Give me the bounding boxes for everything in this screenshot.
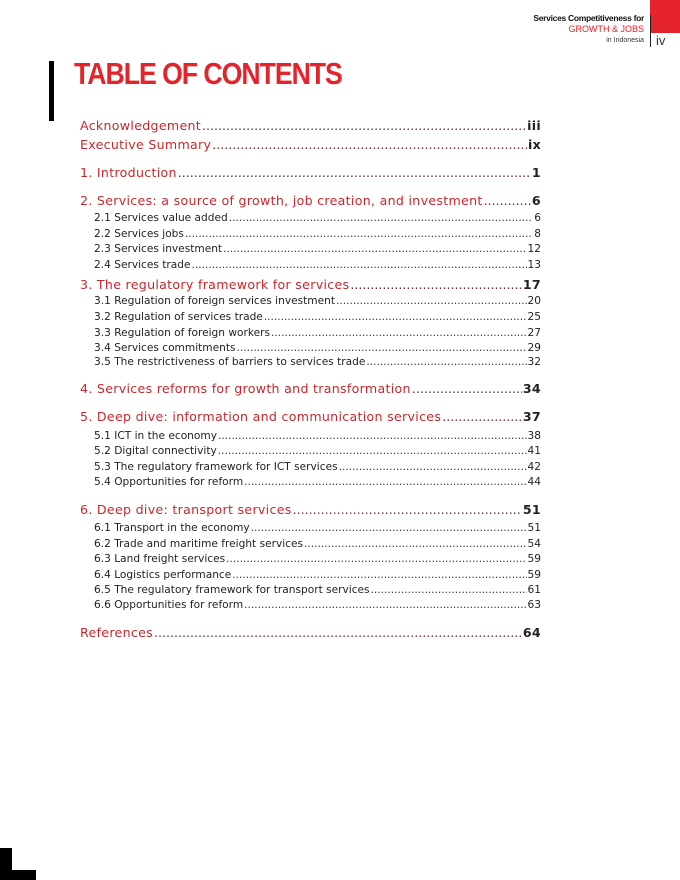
toc-entry[interactable]: [94, 553, 541, 568]
dot-leader: [178, 165, 531, 180]
toc-entry[interactable]: [94, 430, 541, 445]
dot-leader: [223, 243, 526, 255]
toc-entry-page: 17: [522, 277, 541, 292]
toc-entry-label: 3.1 Regulation of foreign services investment: [94, 295, 335, 307]
toc-entry-page: 6: [531, 193, 541, 208]
dot-leader: [229, 212, 534, 224]
dot-leader: [218, 430, 527, 442]
toc-entry[interactable]: [94, 311, 541, 326]
dot-leader: [412, 381, 522, 396]
dot-leader: [212, 137, 527, 152]
dot-leader: [293, 502, 522, 517]
header-line-3: in Indonesia: [606, 36, 644, 44]
toc-entry[interactable]: [94, 228, 541, 243]
toc-entry-page: 34: [522, 381, 541, 396]
toc-entry-page: 8: [534, 228, 541, 240]
toc-entry-page: 44: [527, 476, 541, 488]
toc-entry[interactable]: [80, 502, 541, 520]
toc-entry-label: 2.1 Services value added: [94, 212, 228, 224]
toc-entry-label: 2.4 Services trade: [94, 259, 191, 271]
toc-entry-label: 5.4 Opportunities for reform: [94, 476, 244, 488]
toc-entry[interactable]: [94, 259, 541, 274]
toc-entry-page: 27: [527, 327, 541, 339]
toc-entry-label: 6.6 Opportunities for reform: [94, 599, 244, 611]
toc-entry-label: 3. The regulatory framework for services: [80, 277, 350, 292]
toc-entry-page: 54: [527, 538, 541, 550]
toc-entry-page: 51: [527, 522, 541, 534]
toc-entry-label: 3.4 Services commitments: [94, 342, 236, 354]
toc-entry[interactable]: [94, 212, 541, 227]
toc-entry-label: 2.2 Services jobs: [94, 228, 184, 240]
dot-leader: [271, 327, 527, 339]
toc-entry-page: 59: [527, 569, 541, 581]
toc-entry-page: 42: [527, 461, 541, 473]
toc-entry-page: 63: [527, 599, 541, 611]
toc-entry-label: 3.2 Regulation of services trade: [94, 311, 263, 323]
toc-entry[interactable]: [80, 137, 541, 155]
dot-leader: [442, 409, 522, 424]
toc-entry[interactable]: [80, 193, 541, 211]
toc-entry[interactable]: [94, 569, 541, 584]
toc-entry-page: 51: [522, 502, 541, 517]
dot-leader: [192, 259, 527, 271]
dot-leader: [371, 584, 527, 596]
toc-entry[interactable]: [94, 461, 541, 476]
running-header: [533, 14, 644, 44]
toc-entry-label: 3.3 Regulation of foreign workers: [94, 327, 270, 339]
toc-entry-page: 13: [527, 259, 541, 271]
dot-leader: [304, 538, 526, 550]
toc-entry-label: 5. Deep dive: information and communication services: [80, 409, 442, 424]
toc-entry[interactable]: [94, 356, 541, 371]
toc-entry-page: 1: [531, 165, 541, 180]
toc-entry[interactable]: [94, 342, 541, 357]
toc-entry-page: 32: [527, 356, 541, 368]
toc-entry-label: 4. Services reforms for growth and transformation: [80, 381, 411, 396]
toc-entry-label: Acknowledgement: [80, 118, 202, 133]
toc-entry[interactable]: [80, 409, 541, 427]
toc-entry[interactable]: [94, 327, 541, 342]
toc-entry[interactable]: [94, 476, 541, 491]
dot-leader: [350, 277, 521, 292]
dot-leader: [202, 118, 526, 133]
header-line-1: Services Competitiveness for: [533, 13, 644, 23]
header-line-2: GROWTH & JOBS: [568, 23, 644, 34]
toc-entry-label: 3.5 The restrictiveness of barriers to services trade: [94, 356, 366, 368]
dot-leader: [264, 311, 527, 323]
dot-leader: [251, 522, 527, 534]
toc-entry[interactable]: [94, 445, 541, 460]
dot-leader: [218, 445, 527, 457]
toc-entry-page: 29: [527, 342, 541, 354]
toc-entry-page: 25: [527, 311, 541, 323]
toc-entry[interactable]: [80, 277, 541, 295]
toc-entry-page: 12: [527, 243, 541, 255]
toc-entry-label: 6.4 Logistics performance: [94, 569, 232, 581]
toc-entry-page: 6: [534, 212, 541, 224]
dot-leader: [154, 625, 522, 640]
corner-mark: [0, 870, 36, 880]
dot-leader: [244, 476, 526, 488]
toc-entry-label: 6.3 Land freight services: [94, 553, 226, 565]
title-accent-bar: [49, 61, 54, 121]
toc-entry[interactable]: [94, 295, 541, 310]
toc-entry-page: 20: [527, 295, 541, 307]
toc-entry-label: 1. Introduction: [80, 165, 177, 180]
toc-entry-label: References: [80, 625, 153, 640]
toc-entry-label: 2.3 Services investment: [94, 243, 223, 255]
toc-entry-label: 5.3 The regulatory framework for ICT services: [94, 461, 338, 473]
dot-leader: [237, 342, 527, 354]
dot-leader: [226, 553, 526, 565]
page-title: TABLE OF CONTENTS: [74, 56, 342, 91]
toc-entry-page: 41: [527, 445, 541, 457]
toc-entry-page: iii: [527, 118, 541, 133]
toc-entry-page: 61: [527, 584, 541, 596]
toc-entry-label: 6.2 Trade and maritime freight services: [94, 538, 304, 550]
toc-entry-label: 5.2 Digital connectivity: [94, 445, 217, 457]
dot-leader: [366, 356, 526, 368]
toc-entry-label: 2. Services: a source of growth, job creation, and investment: [80, 193, 483, 208]
toc-entry-page: 38: [527, 430, 541, 442]
dot-leader: [336, 295, 527, 307]
toc-entry-page: 59: [527, 553, 541, 565]
toc-entry-label: 6.1 Transport in the economy: [94, 522, 250, 534]
toc-entry-page: 37: [522, 409, 541, 424]
toc-entry[interactable]: [80, 165, 541, 183]
toc-entry-page: ix: [527, 137, 541, 152]
toc-entry[interactable]: [94, 538, 541, 553]
dot-leader: [185, 228, 533, 240]
toc-entry-label: 6.5 The regulatory framework for transport services: [94, 584, 370, 596]
toc-entry[interactable]: [80, 118, 541, 136]
toc-entry[interactable]: [80, 625, 541, 643]
dot-leader: [232, 569, 526, 581]
toc-entry[interactable]: [94, 584, 541, 599]
dot-leader: [339, 461, 527, 473]
dot-leader: [484, 193, 531, 208]
toc-entry-label: Executive Summary: [80, 137, 212, 152]
toc-entry[interactable]: [94, 243, 541, 258]
header-divider: [650, 15, 651, 47]
toc-entry-label: 5.1 ICT in the economy: [94, 430, 217, 442]
dot-leader: [244, 599, 526, 611]
toc-entry-label: 6. Deep dive: transport services: [80, 502, 292, 517]
toc-entry[interactable]: [80, 381, 541, 399]
page-number: iv: [656, 33, 666, 48]
toc-entry[interactable]: [94, 522, 541, 537]
toc-entry-page: 64: [522, 625, 541, 640]
toc-entry[interactable]: [94, 599, 541, 614]
red-corner-block: [650, 0, 680, 33]
